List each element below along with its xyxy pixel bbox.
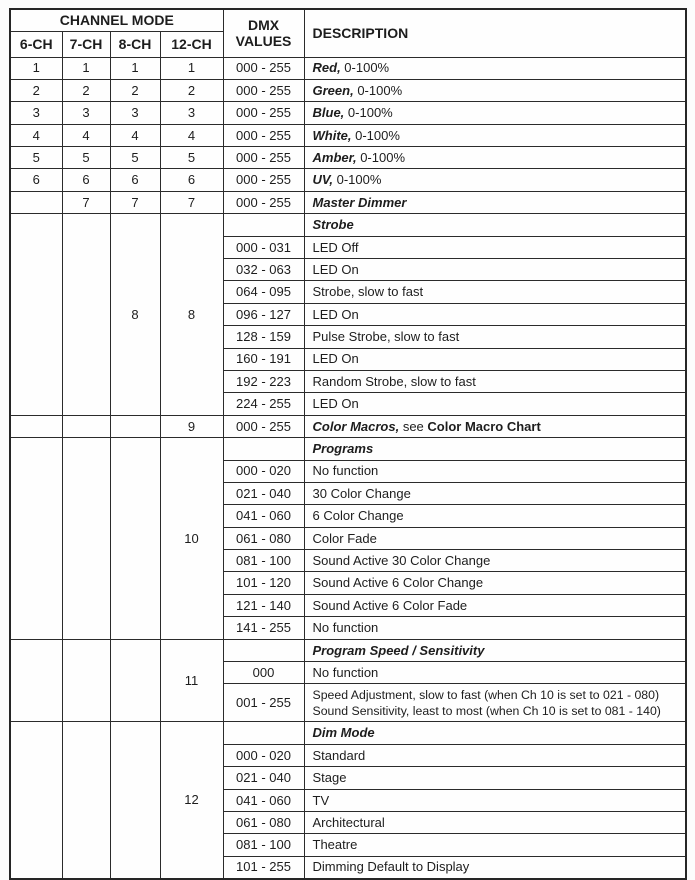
description-cell bbox=[304, 169, 686, 191]
dmx-range-cell: 160 - 191 bbox=[223, 348, 304, 370]
channel-cell: 8 bbox=[160, 214, 223, 416]
channel-cell bbox=[62, 639, 110, 722]
dmx-range-cell: 000 - 255 bbox=[223, 102, 304, 124]
description-cell bbox=[304, 191, 686, 213]
dmx-range-cell: 021 - 040 bbox=[223, 482, 304, 504]
dmx-range-cell: 032 - 063 bbox=[223, 259, 304, 281]
description-emphasis: Red, bbox=[312, 60, 341, 76]
dmx-range-cell bbox=[223, 722, 304, 744]
table-row bbox=[10, 214, 686, 236]
channel-cell bbox=[10, 438, 62, 640]
col-header-12ch: 12-CH bbox=[160, 31, 223, 57]
dmx-range-cell: 000 - 255 bbox=[223, 169, 304, 191]
dmx-range-cell bbox=[223, 438, 304, 460]
header-row-1 bbox=[10, 9, 686, 31]
description-cell: Sound Active 6 Color Fade bbox=[304, 594, 686, 616]
dmx-range-cell: 000 - 255 bbox=[223, 124, 304, 146]
description-cell: Pulse Strobe, slow to fast bbox=[304, 326, 686, 348]
description-emphasis: UV, bbox=[312, 172, 333, 188]
description-cell: Sound Active 6 Color Change bbox=[304, 572, 686, 594]
dmx-range-cell: 000 - 255 bbox=[223, 79, 304, 101]
channel-cell: 3 bbox=[160, 102, 223, 124]
channel-cell: 8 bbox=[110, 214, 160, 416]
section-title-cell bbox=[304, 438, 686, 460]
dmx-range-cell: 000 - 020 bbox=[223, 460, 304, 482]
dmx-range-cell: 000 - 255 bbox=[223, 191, 304, 213]
channel-cell: 6 bbox=[62, 169, 110, 191]
description-cell bbox=[304, 57, 686, 79]
dmx-range-cell: 000 - 031 bbox=[223, 236, 304, 258]
table-row bbox=[10, 57, 686, 79]
description-text: 0-100% bbox=[353, 82, 403, 98]
channel-cell: 1 bbox=[110, 57, 160, 79]
channel-cell: 7 bbox=[62, 191, 110, 213]
description-text: 0-100% bbox=[351, 127, 400, 143]
description-cell: No function bbox=[304, 617, 686, 639]
description-bold: Color Macro Chart bbox=[427, 418, 541, 434]
table-row bbox=[10, 639, 686, 661]
channel-cell: 5 bbox=[62, 147, 110, 169]
channel-cell: 4 bbox=[160, 124, 223, 146]
channel-mode-header: CHANNEL MODE bbox=[10, 9, 223, 31]
channel-cell: 1 bbox=[10, 57, 62, 79]
dmx-range-cell: 128 - 159 bbox=[223, 326, 304, 348]
section-title: Programs bbox=[312, 441, 374, 457]
description-cell bbox=[304, 147, 686, 169]
description-cell bbox=[304, 102, 686, 124]
description-cell bbox=[304, 79, 686, 101]
description-cell: Architectural bbox=[304, 812, 686, 834]
description-text: 0-100% bbox=[333, 172, 382, 188]
table-row bbox=[10, 169, 686, 191]
channel-cell bbox=[10, 639, 62, 722]
dmx-range-cell: 000 - 020 bbox=[223, 744, 304, 766]
channel-cell: 9 bbox=[160, 415, 223, 437]
channel-cell bbox=[62, 214, 110, 416]
channel-cell: 5 bbox=[110, 147, 160, 169]
dmx-range-cell: 096 - 127 bbox=[223, 303, 304, 325]
description-cell: No function bbox=[304, 662, 686, 684]
channel-cell: 3 bbox=[10, 102, 62, 124]
description-cell: Dimming Default to Display bbox=[304, 856, 686, 878]
description-cell: LED On bbox=[304, 348, 686, 370]
section-title: Strobe bbox=[312, 217, 354, 233]
dmx-range-cell bbox=[223, 639, 304, 661]
dmx-range-cell bbox=[223, 214, 304, 236]
channel-cell: 4 bbox=[10, 124, 62, 146]
description-header: DESCRIPTION bbox=[304, 9, 686, 57]
channel-cell bbox=[10, 415, 62, 437]
table-row bbox=[10, 415, 686, 437]
dmx-range-cell: 000 - 255 bbox=[223, 147, 304, 169]
channel-cell bbox=[10, 214, 62, 416]
channel-cell bbox=[110, 639, 160, 722]
col-header-6ch: 6-CH bbox=[10, 31, 62, 57]
channel-cell: 1 bbox=[62, 57, 110, 79]
channel-cell: 3 bbox=[62, 102, 110, 124]
dmx-range-cell: 000 bbox=[223, 662, 304, 684]
dmx-range-cell: 101 - 120 bbox=[223, 572, 304, 594]
dmx-range-cell: 192 - 223 bbox=[223, 370, 304, 392]
dmx-range-cell: 101 - 255 bbox=[223, 856, 304, 878]
dmx-range-cell: 081 - 100 bbox=[223, 550, 304, 572]
description-emphasis: Amber, bbox=[312, 149, 357, 165]
section-title-cell bbox=[304, 639, 686, 661]
channel-cell: 6 bbox=[10, 169, 62, 191]
dmx-range-cell: 041 - 060 bbox=[223, 789, 304, 811]
dmx-values-header-line2: VALUES bbox=[235, 33, 292, 50]
section-title-cell bbox=[304, 722, 686, 744]
channel-cell: 6 bbox=[160, 169, 223, 191]
channel-cell: 7 bbox=[160, 191, 223, 213]
channel-cell: 12 bbox=[160, 722, 223, 879]
description-cell: LED On bbox=[304, 393, 686, 415]
description-cell: Theatre bbox=[304, 834, 686, 856]
dmx-range-cell: 121 - 140 bbox=[223, 594, 304, 616]
dmx-range-cell: 000 - 255 bbox=[223, 415, 304, 437]
channel-cell: 5 bbox=[160, 147, 223, 169]
channel-cell bbox=[10, 191, 62, 213]
channel-cell: 3 bbox=[110, 102, 160, 124]
channel-cell: 7 bbox=[110, 191, 160, 213]
dmx-values-header bbox=[223, 9, 304, 57]
table-row bbox=[10, 79, 686, 101]
channel-cell: 11 bbox=[160, 639, 223, 722]
description-emphasis: Green, bbox=[312, 82, 354, 98]
description-text: see bbox=[399, 418, 428, 434]
channel-cell bbox=[10, 722, 62, 879]
table-row bbox=[10, 722, 686, 744]
description-cell: Color Fade bbox=[304, 527, 686, 549]
channel-cell: 4 bbox=[110, 124, 160, 146]
dmx-range-cell: 021 - 040 bbox=[223, 767, 304, 789]
dmx-range-cell: 141 - 255 bbox=[223, 617, 304, 639]
description-text: 0-100% bbox=[340, 60, 390, 76]
description-line-1: Speed Adjustment, slow to fast (when Ch 10 is set to 021 - 080) bbox=[312, 687, 660, 702]
dmx-values-header-line1: DMX bbox=[247, 17, 280, 34]
description-cell: 6 Color Change bbox=[304, 505, 686, 527]
dmx-range-cell: 081 - 100 bbox=[223, 834, 304, 856]
description-cell bbox=[304, 124, 686, 146]
description-cell: Sound Active 30 Color Change bbox=[304, 550, 686, 572]
dmx-range-cell: 064 - 095 bbox=[223, 281, 304, 303]
channel-cell bbox=[62, 438, 110, 640]
description-cell: LED Off bbox=[304, 236, 686, 258]
description-emphasis: White, bbox=[312, 127, 352, 143]
description-cell bbox=[304, 684, 686, 722]
dmx-range-cell: 061 - 080 bbox=[223, 527, 304, 549]
description-text: 0-100% bbox=[356, 149, 406, 165]
col-header-7ch: 7-CH bbox=[62, 31, 110, 57]
description-cell: Standard bbox=[304, 744, 686, 766]
channel-cell: 2 bbox=[62, 79, 110, 101]
description-line-2: Sound Sensitivity, least to most (when Ch 10 is set to 081 - 140) bbox=[312, 703, 661, 718]
description-cell: LED On bbox=[304, 303, 686, 325]
channel-cell: 2 bbox=[160, 79, 223, 101]
description-emphasis: Color Macros, bbox=[312, 418, 400, 434]
col-header-8ch: 8-CH bbox=[110, 31, 160, 57]
table-row bbox=[10, 438, 686, 460]
description-cell: Stage bbox=[304, 767, 686, 789]
description-emphasis: Master Dimmer bbox=[312, 194, 407, 210]
dmx-range-cell: 001 - 255 bbox=[223, 684, 304, 722]
description-text: 0-100% bbox=[344, 105, 393, 121]
channel-cell bbox=[62, 722, 110, 879]
channel-cell: 10 bbox=[160, 438, 223, 640]
description-cell: 30 Color Change bbox=[304, 482, 686, 504]
table-row bbox=[10, 147, 686, 169]
channel-cell bbox=[110, 415, 160, 437]
channel-cell: 6 bbox=[110, 169, 160, 191]
dmx-range-cell: 224 - 255 bbox=[223, 393, 304, 415]
channel-cell bbox=[110, 438, 160, 640]
channel-cell: 2 bbox=[10, 79, 62, 101]
dmx-range-cell: 041 - 060 bbox=[223, 505, 304, 527]
section-title: Dim Mode bbox=[312, 725, 375, 741]
description-emphasis: Blue, bbox=[312, 105, 345, 121]
section-title-cell bbox=[304, 214, 686, 236]
channel-cell: 2 bbox=[110, 79, 160, 101]
table-row bbox=[10, 102, 686, 124]
description-cell: TV bbox=[304, 789, 686, 811]
table-row bbox=[10, 124, 686, 146]
channel-cell: 5 bbox=[10, 147, 62, 169]
dmx-channel-table bbox=[9, 8, 687, 880]
channel-cell: 4 bbox=[62, 124, 110, 146]
description-cell: No function bbox=[304, 460, 686, 482]
channel-cell bbox=[110, 722, 160, 879]
channel-cell: 1 bbox=[160, 57, 223, 79]
channel-cell bbox=[62, 415, 110, 437]
description-cell bbox=[304, 415, 686, 437]
section-title: Program Speed / Sensitivity bbox=[312, 642, 485, 658]
table-row bbox=[10, 191, 686, 213]
description-cell: Strobe, slow to fast bbox=[304, 281, 686, 303]
description-cell: Random Strobe, slow to fast bbox=[304, 370, 686, 392]
dmx-range-cell: 061 - 080 bbox=[223, 812, 304, 834]
dmx-range-cell: 000 - 255 bbox=[223, 57, 304, 79]
description-cell: LED On bbox=[304, 259, 686, 281]
